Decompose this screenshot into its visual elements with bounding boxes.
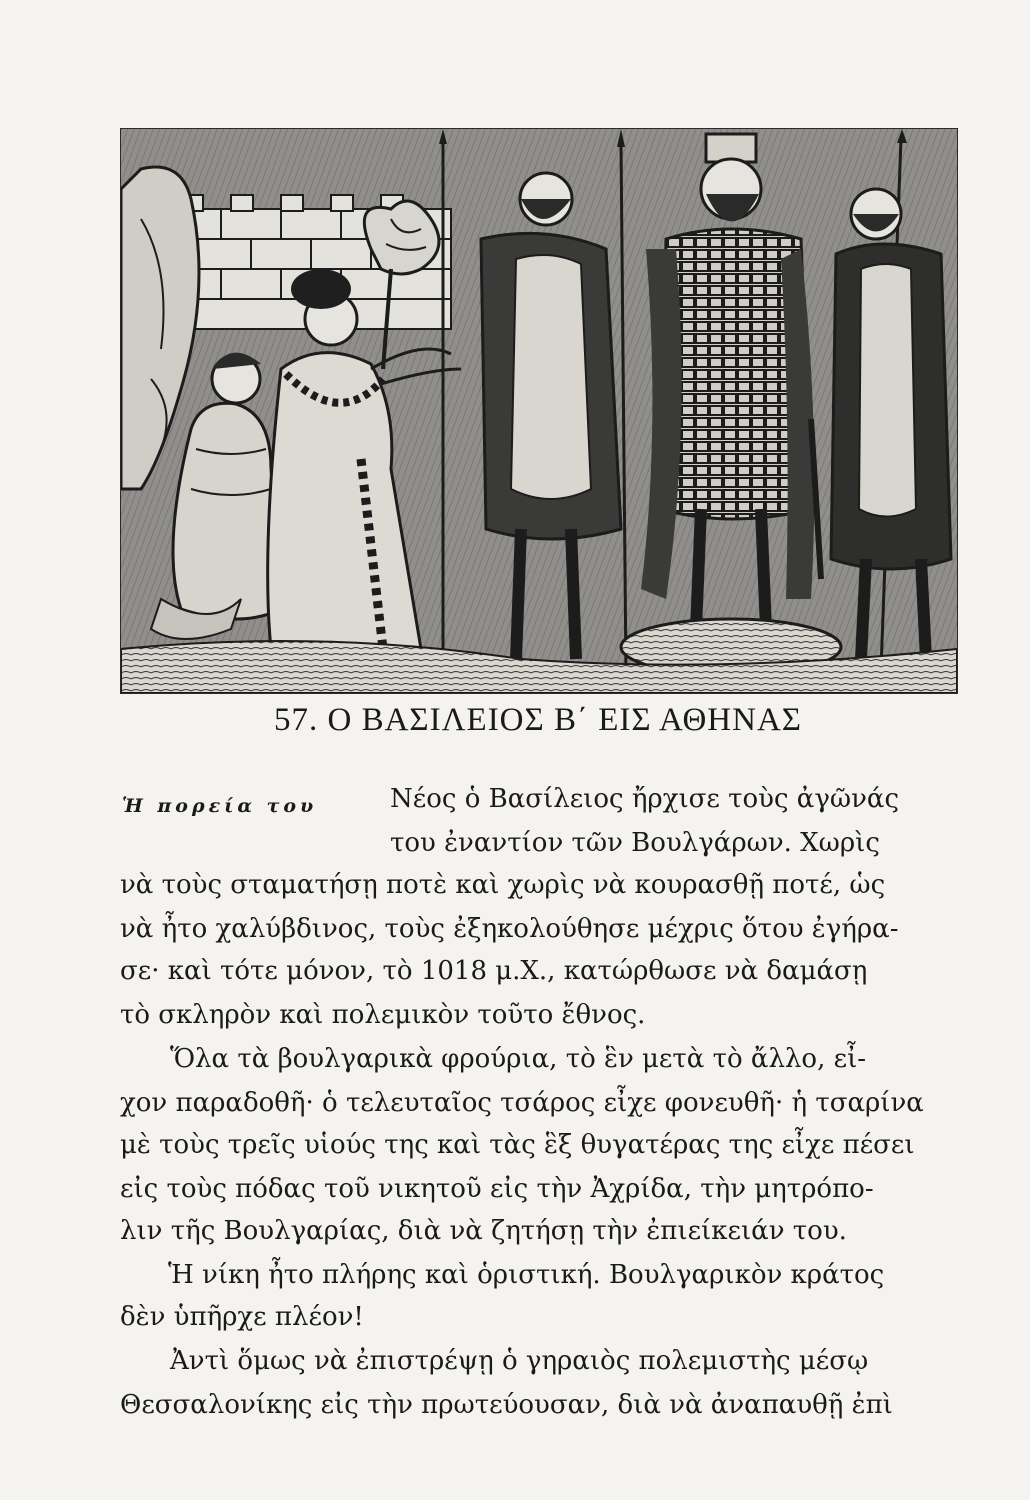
illustration-drawing <box>121 129 957 693</box>
text-line: νὰ ἦτο χαλύβδινος, τοὺς ἐξηκολούθησε μέχρις ὅτου ἐγήρα- <box>120 914 899 944</box>
text-line: Ἀντὶ ὅμως νὰ ἐπιστρέψῃ ὁ γηραιὸς πολεμιστὴς μέσῳ <box>170 1346 869 1376</box>
text-line: Θεσσαλονίκης εἰς τὴν πρωτεύουσαν, διὰ νὰ ἀναπαυθῇ ἐπὶ <box>120 1390 893 1420</box>
chapter-title: 57. Ο ΒΑΣΙΛΕΙΟΣ Β΄ ΕΙΣ ΑΘΗΝΑΣ <box>273 702 803 738</box>
text-line: Ὅλα τὰ βουλγαρικὰ φρούρια, τὸ ἓν μετὰ τὸ ἄλλο, εἶ- <box>170 1044 867 1074</box>
text-line: Ἡ νίκη ἦτο πλήρης καὶ ὁριστική. Βουλγαρικὸν κράτος <box>168 1260 885 1290</box>
text-line: εἰς τοὺς πόδας τοῦ νικητοῦ εἰς τὴν Ἀχρίδα, τὴν μητρόπο- <box>120 1174 874 1204</box>
woodcut-illustration <box>120 128 958 694</box>
text-line: μὲ τοὺς τρεῖς υἱούς της καὶ τὰς ἓξ θυγατέρας της εἶχε πέσει <box>120 1130 915 1160</box>
margin-heading: Ἡ πορεία του <box>122 795 318 817</box>
text-line: Νέος ὁ Βασίλειος ἤρχισε τοὺς ἀγῶνάς <box>390 784 900 814</box>
text-line: λιν τῆς Βουλγαρίας, διὰ νὰ ζητήσῃ τὴν ἐπιείκειάν του. <box>120 1216 847 1246</box>
text-line: σε· καὶ τότε μόνον, τὸ 1018 μ.Χ., κατώρθωσε νὰ δαμάσῃ <box>120 956 868 986</box>
text-line: δὲν ὑπῆρχε πλέον! <box>120 1302 364 1332</box>
text-line: νὰ τοὺς σταματήσῃ ποτὲ καὶ χωρὶς νὰ κουρασθῇ ποτέ, ὡς <box>120 870 886 900</box>
text-line: χον παραδοθῆ· ὁ τελευταῖος τσάρος εἶχε φονευθῆ· ἡ τσαρίνα <box>120 1088 924 1118</box>
text-line: τὸ σκληρὸν καὶ πολεμικὸν τοῦτο ἔθνος. <box>120 1000 646 1030</box>
text-line: του ἐναντίον τῶν Βουλγάρων. Χωρὶς <box>390 828 880 858</box>
